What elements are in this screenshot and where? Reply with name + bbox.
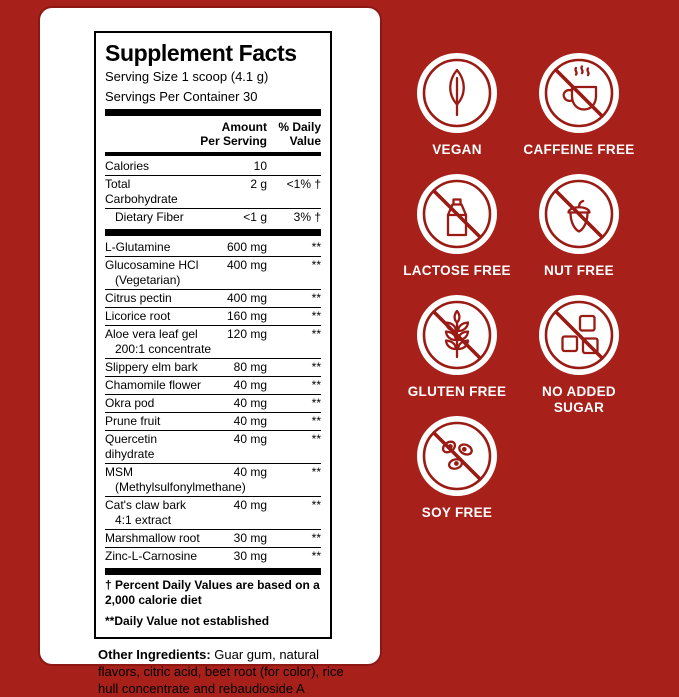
table-row (105, 208, 321, 226)
footnotes (105, 578, 321, 629)
ingredient-daily-value: ** (311, 432, 321, 446)
ingredient-amount: 10 (253, 159, 267, 173)
table-row (105, 256, 321, 289)
footnote-not-established: **Daily Value not established (105, 614, 270, 628)
divider-bar (105, 109, 321, 116)
ingredient-daily-value: ** (311, 465, 321, 479)
ingredient-amount: 120 mg (226, 327, 267, 341)
ingredient-name: Licorice root (105, 309, 171, 323)
ingredient-daily-value: <1% † (286, 177, 321, 191)
divider-bar (105, 568, 321, 575)
badge-label: NUT FREE (544, 263, 614, 278)
table-header (105, 119, 321, 152)
ingredient-name: Zinc-L-Carnosine (105, 549, 198, 563)
footnote-daily-value: † Percent Daily Values are based on a 2,000 calorie diet (105, 578, 320, 607)
badge-lactose-free (396, 174, 518, 295)
ingredient-amount: 40 mg (233, 465, 267, 479)
ingredient-subname: (Methylsulfonylmethane) (115, 480, 246, 494)
leaf-icon (417, 53, 497, 133)
ingredient-amount: 40 mg (233, 498, 267, 512)
ingredient-name: Glucosamine HCl (105, 258, 199, 272)
ingredient-daily-value: ** (311, 291, 321, 305)
ingredient-name: Cat's claw bark (105, 498, 186, 512)
ingredient-amount: <1 g (243, 210, 267, 224)
table-row (105, 394, 321, 412)
wheat-icon (417, 295, 497, 375)
table-row (105, 376, 321, 394)
ingredient-daily-value: ** (311, 531, 321, 545)
ingredient-amount: 2 g (250, 177, 267, 191)
ingredient-name: Prune fruit (105, 414, 161, 428)
ingredient-daily-value: ** (311, 360, 321, 374)
ingredient-subname: 200:1 concentrate (115, 342, 212, 356)
ingredient-daily-value: ** (311, 378, 321, 392)
column-header-dv-line1: % Daily (278, 120, 321, 134)
column-header-amount (200, 120, 267, 148)
table-row (105, 412, 321, 430)
ingredient-name: Okra pod (105, 396, 155, 410)
ingredient-daily-value: ** (311, 327, 321, 341)
ingredient-daily-value: ** (311, 549, 321, 563)
ingredient-amount: 400 mg (226, 291, 267, 305)
other-ingredients-text: Guar gum, natural flavors, citric acid, beet root (for color), rice hull concentrate and rebaudioside A (98, 647, 344, 696)
table-row (105, 175, 321, 208)
ingredient-name: Total Carbohydrate (105, 177, 178, 206)
ingredient-daily-value: ** (311, 396, 321, 410)
table-row (105, 239, 321, 256)
ingredient-amount: 600 mg (226, 240, 267, 254)
column-header-amount-line1: Amount (221, 120, 267, 134)
badge-label: VEGAN (432, 142, 482, 157)
servings-per-container: Servings Per Container 30 (105, 89, 258, 104)
column-header-daily-value (267, 120, 321, 148)
ingredient-amount: 30 mg (233, 549, 267, 563)
ingredient-amount: 40 mg (233, 414, 267, 428)
supplement-facts-panel (94, 31, 332, 639)
table-row (105, 547, 321, 565)
ingredient-name: Quercetin dihydrate (105, 432, 158, 461)
ingredient-daily-value: ** (311, 414, 321, 428)
badge-label: SOY FREE (421, 505, 493, 520)
ingredient-name: Citrus pectin (105, 291, 172, 305)
ingredient-name: MSM (105, 465, 133, 479)
sugar-cubes-icon (539, 295, 619, 375)
badge-label: GLUTEN FREE (407, 384, 507, 399)
supplement-facts-title: Supplement Facts (105, 40, 297, 66)
dietary-badges (396, 53, 640, 537)
badge-gluten-free (396, 295, 518, 416)
nutrient-group (105, 158, 321, 226)
ingredient-name: Chamomile flower (105, 378, 202, 392)
table-row (105, 430, 321, 463)
ingredient-amount: 400 mg (226, 258, 267, 272)
table-row (105, 158, 321, 175)
ingredient-daily-value: ** (311, 240, 321, 254)
column-header-dv-line2: Value (289, 134, 321, 148)
ingredient-name: Dietary Fiber (115, 210, 184, 224)
badge-vegan (396, 53, 518, 174)
table-row (105, 463, 321, 496)
table-row (105, 325, 321, 358)
divider-bar (105, 229, 321, 236)
ingredient-amount: 30 mg (233, 531, 267, 545)
ingredient-group (105, 239, 321, 565)
table-row (105, 496, 321, 529)
table-row (105, 529, 321, 547)
badge-label: LACTOSE FREE (403, 263, 511, 278)
other-ingredients (98, 646, 350, 697)
ingredient-daily-value: 3% † (293, 210, 321, 224)
ingredient-name: Aloe vera leaf gel (105, 327, 198, 341)
badge-caffeine-free (518, 53, 640, 174)
ingredient-amount: 80 mg (233, 360, 267, 374)
ingredient-name: Calories (105, 159, 150, 173)
ingredient-amount: 40 mg (233, 396, 267, 410)
ingredient-daily-value: ** (311, 498, 321, 512)
badge-nut-free (518, 174, 640, 295)
supplement-label-card (40, 8, 380, 696)
column-header-amount-line2: Per Serving (200, 134, 267, 148)
table-row (105, 358, 321, 376)
other-ingredients-label: Other Ingredients: (98, 647, 211, 662)
ingredient-daily-value: ** (311, 258, 321, 272)
badge-no-added-sugar (518, 295, 640, 416)
ingredient-name: Marshmallow root (105, 531, 200, 545)
divider-bar (105, 152, 321, 156)
acorn-icon (539, 174, 619, 254)
coffee-cup-icon (539, 53, 619, 133)
serving-size: Serving Size 1 scoop (4.1 g) (105, 69, 269, 84)
milk-carton-icon (417, 174, 497, 254)
table-row (105, 307, 321, 325)
ingredient-subname: 4:1 extract (115, 513, 172, 527)
ingredient-amount: 160 mg (226, 309, 267, 323)
ingredient-daily-value: ** (311, 309, 321, 323)
badge-soy-free (396, 416, 518, 537)
table-row (105, 289, 321, 307)
ingredient-amount: 40 mg (233, 378, 267, 392)
soy-beans-icon (417, 416, 497, 496)
badge-label: NO ADDED SUGAR (542, 384, 616, 415)
ingredient-amount: 40 mg (233, 432, 267, 446)
ingredient-name: L-Glutamine (105, 240, 171, 254)
badge-label: CAFFEINE FREE (523, 142, 635, 157)
ingredient-subname: (Vegetarian) (115, 273, 181, 287)
ingredient-name: Slippery elm bark (105, 360, 198, 374)
